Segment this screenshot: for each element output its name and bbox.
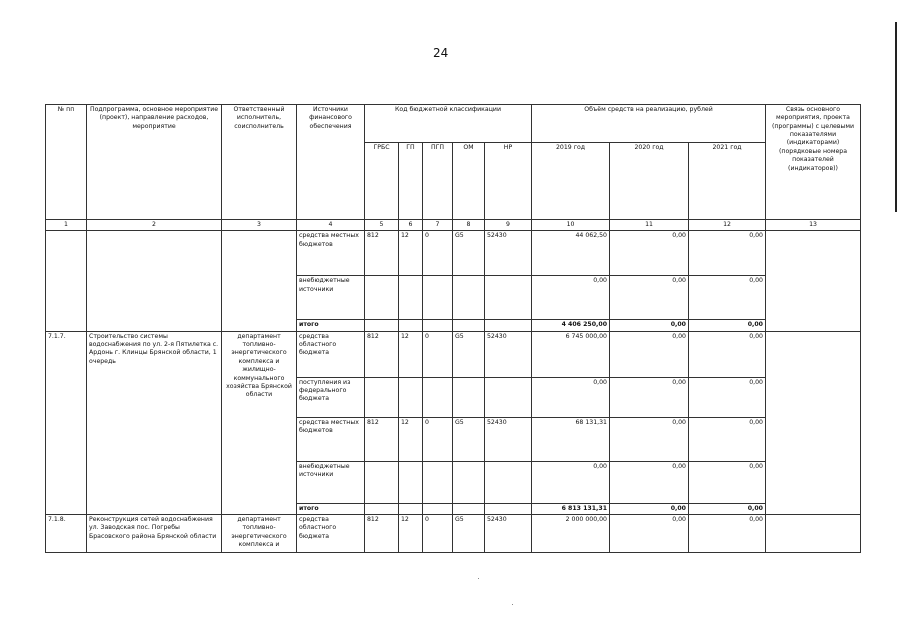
source-cell: средства местных бюджетов — [297, 231, 365, 276]
empty-cell — [485, 320, 532, 331]
link-cell — [766, 231, 861, 331]
om-cell: G5 — [453, 331, 485, 377]
table-row — [46, 331, 861, 377]
col-num: 12 — [689, 220, 766, 231]
item-number: 7.1.7. — [46, 331, 87, 514]
np-cell: 52430 — [485, 515, 532, 553]
amount-2020: 0,00 — [610, 276, 689, 320]
np-cell — [485, 377, 532, 417]
num-cell — [46, 231, 87, 331]
gp-cell: 12 — [399, 331, 423, 377]
amount-2021: 0,00 — [689, 515, 766, 553]
link-cell — [766, 515, 861, 553]
amount-2021: 0,00 — [689, 377, 766, 417]
gp-cell — [399, 461, 423, 503]
source-cell: средства областного бюджета — [297, 331, 365, 377]
empty-cell — [399, 320, 423, 331]
om-cell: G5 — [453, 515, 485, 553]
np-cell: 52430 — [485, 331, 532, 377]
amount-2019: 44 062,50 — [532, 231, 610, 276]
table-row — [46, 231, 861, 276]
np-cell: 52430 — [485, 231, 532, 276]
col-num: 6 — [399, 220, 423, 231]
item-number: 7.1.8. — [46, 515, 87, 553]
total-2020: 0,00 — [610, 503, 689, 514]
header-program: Подпрограмма, основное мероприятие (проект), направление расходов, мероприятие — [87, 105, 222, 220]
grbs-cell — [365, 461, 399, 503]
amount-2020: 0,00 — [610, 417, 689, 461]
amount-2021: 0,00 — [689, 461, 766, 503]
total-2020: 0,00 — [610, 320, 689, 331]
empty-cell — [365, 503, 399, 514]
np-cell: 52430 — [485, 417, 532, 461]
pgp-cell — [423, 377, 453, 417]
page-edge-bar — [895, 22, 897, 212]
item-program: Строительство системы водоснабжения по ул. 2-я Пятилетка с. Ардонь г. Клинцы Брянской области, 1 очередь — [87, 331, 222, 514]
amount-2020: 0,00 — [610, 515, 689, 553]
item-executor: департамент топливно-энергетического комплекса и жилищно-коммунального хозяйства Брянской области — [222, 331, 297, 514]
amount-2019: 0,00 — [532, 276, 610, 320]
total-2021: 0,00 — [689, 503, 766, 514]
pgp-cell — [423, 461, 453, 503]
scan-speck — [478, 578, 479, 579]
col-num: 7 — [423, 220, 453, 231]
empty-cell — [453, 320, 485, 331]
amount-2020: 0,00 — [610, 377, 689, 417]
col-num: 11 — [610, 220, 689, 231]
header-sources: Источники финансового обеспечения — [297, 105, 365, 220]
header-row-1 — [46, 105, 861, 143]
amount-2019: 0,00 — [532, 377, 610, 417]
grbs-cell: 812 — [365, 331, 399, 377]
amount-2021: 0,00 — [689, 276, 766, 320]
pgp-cell: 0 — [423, 515, 453, 553]
amount-2020: 0,00 — [610, 461, 689, 503]
header-link: Связь основного мероприятия, проекта (программы) с целевыми показателями (индикаторами) (порядковые номера показателей (индикаторов)) — [766, 105, 861, 220]
source-cell: средства местных бюджетов — [297, 417, 365, 461]
table-row — [46, 515, 861, 553]
total-2019: 4 406 250,00 — [532, 320, 610, 331]
col-num: 2 — [87, 220, 222, 231]
gp-cell: 12 — [399, 231, 423, 276]
col-num: 9 — [485, 220, 532, 231]
header-gp: ГП — [399, 143, 423, 220]
pgp-cell: 0 — [423, 417, 453, 461]
col-num: 13 — [766, 220, 861, 231]
empty-cell — [423, 320, 453, 331]
total-label: итого — [297, 503, 365, 514]
header-grbs: ГРБС — [365, 143, 399, 220]
grbs-cell: 812 — [365, 417, 399, 461]
header-om: ОМ — [453, 143, 485, 220]
budget-table — [45, 104, 861, 553]
header-volume: Объём средств на реализацию, рублей — [532, 105, 766, 143]
np-cell — [485, 461, 532, 503]
grbs-cell: 812 — [365, 515, 399, 553]
link-cell — [766, 331, 861, 514]
amount-2021: 0,00 — [689, 331, 766, 377]
header-2021: 2021 год — [689, 143, 766, 220]
source-cell: внебюджетные источники — [297, 461, 365, 503]
amount-2021: 0,00 — [689, 417, 766, 461]
header-executor: Ответственный исполнитель, соисполнитель — [222, 105, 297, 220]
total-2021: 0,00 — [689, 320, 766, 331]
amount-2019: 68 131,31 — [532, 417, 610, 461]
total-label: итого — [297, 320, 365, 331]
total-2019: 6 813 131,31 — [532, 503, 610, 514]
amount-2020: 0,00 — [610, 231, 689, 276]
empty-cell — [423, 503, 453, 514]
amount-2020: 0,00 — [610, 331, 689, 377]
grbs-cell: 812 — [365, 231, 399, 276]
source-cell: средства областного бюджета — [297, 515, 365, 553]
gp-cell: 12 — [399, 515, 423, 553]
item-program: Реконструкция сетей водоснабжения ул. Заводская пос. Погребы Брасовского района Брянской области — [87, 515, 222, 553]
gp-cell: 12 — [399, 417, 423, 461]
empty-cell — [485, 503, 532, 514]
amount-2021: 0,00 — [689, 231, 766, 276]
header-2019: 2019 год — [532, 143, 610, 220]
amount-2019: 0,00 — [532, 461, 610, 503]
empty-cell — [365, 320, 399, 331]
executor-cell — [222, 231, 297, 331]
np-cell — [485, 276, 532, 320]
source-cell: поступления из федерального бюджета — [297, 377, 365, 417]
page-number: 24 — [433, 46, 449, 60]
item-executor: департамент топливно-энергетического комплекса и — [222, 515, 297, 553]
col-num: 8 — [453, 220, 485, 231]
column-numbers-row — [46, 220, 861, 231]
col-num: 5 — [365, 220, 399, 231]
source-cell: внебюджетные источники — [297, 276, 365, 320]
pgp-cell: 0 — [423, 331, 453, 377]
header-budget-code: Код бюджетной классификации — [365, 105, 532, 143]
program-cell — [87, 231, 222, 331]
om-cell: G5 — [453, 231, 485, 276]
gp-cell — [399, 276, 423, 320]
scan-speck — [512, 604, 513, 605]
om-cell — [453, 377, 485, 417]
header-pgp: ПГП — [423, 143, 453, 220]
empty-cell — [399, 503, 423, 514]
grbs-cell — [365, 377, 399, 417]
om-cell — [453, 461, 485, 503]
gp-cell — [399, 377, 423, 417]
header-num: № пп — [46, 105, 87, 220]
amount-2019: 2 000 000,00 — [532, 515, 610, 553]
col-num: 10 — [532, 220, 610, 231]
header-np: НР — [485, 143, 532, 220]
col-num: 1 — [46, 220, 87, 231]
amount-2019: 6 745 000,00 — [532, 331, 610, 377]
col-num: 3 — [222, 220, 297, 231]
pgp-cell: 0 — [423, 231, 453, 276]
header-2020: 2020 год — [610, 143, 689, 220]
om-cell — [453, 276, 485, 320]
pgp-cell — [423, 276, 453, 320]
grbs-cell — [365, 276, 399, 320]
col-num: 4 — [297, 220, 365, 231]
om-cell: G5 — [453, 417, 485, 461]
empty-cell — [453, 503, 485, 514]
